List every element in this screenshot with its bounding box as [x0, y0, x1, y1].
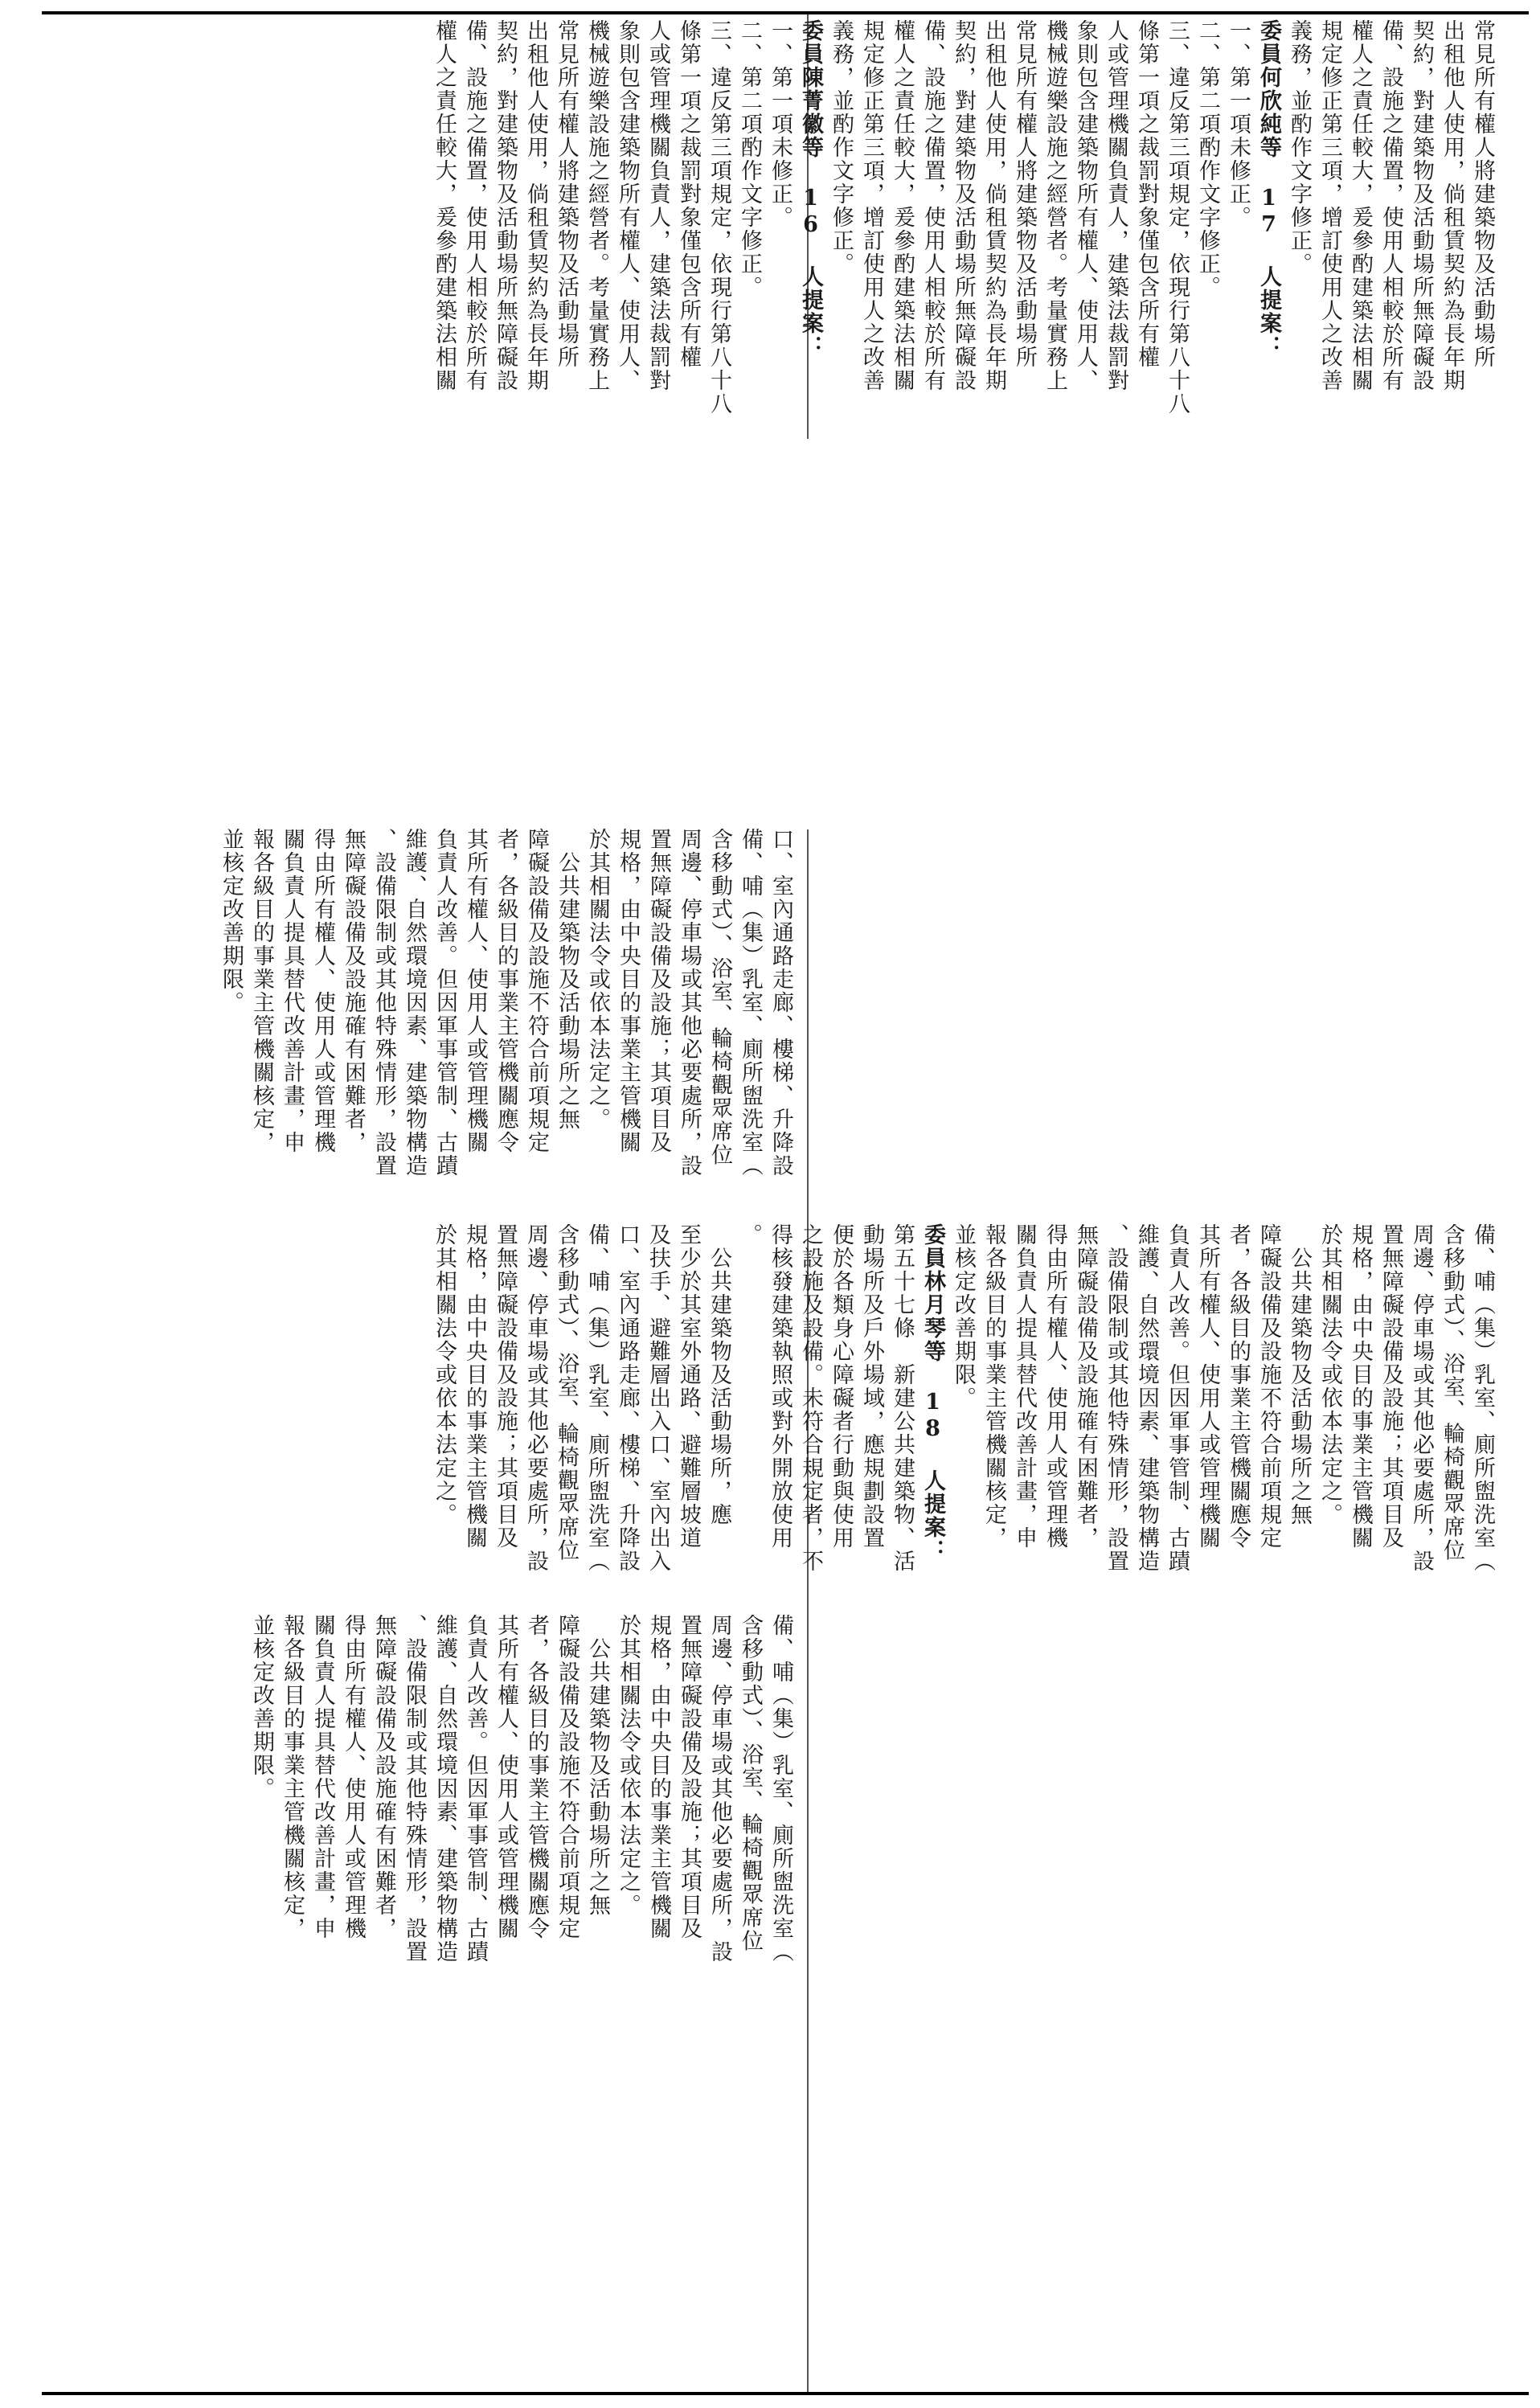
- line: 機械遊樂設施之經營者。考量實務上: [1042, 19, 1067, 392]
- line: 其所有權人、使用人或管理機關: [494, 1614, 518, 1940]
- line: 負責人改善。但因軍事管制、古蹟: [432, 828, 457, 1177]
- line: 二、第二項酌作文字修正。: [737, 19, 762, 299]
- proposal-heading: 委員陳菁徽等 16 人提案：: [798, 19, 823, 358]
- line: 含移動式）、浴室、輪椅觀眾席位: [707, 828, 732, 1167]
- line: 負責人改善。但因軍事管制、古蹟: [463, 1614, 488, 1964]
- line: 備、哺（集）乳室、廁所盥洗室（: [584, 1223, 609, 1573]
- line: 公共建築物及活動場所之無: [1287, 1223, 1312, 1526]
- line: 規格，由中央目的事業主管機關: [462, 1223, 487, 1550]
- line: 其所有權人、使用人或管理機關: [1195, 1223, 1220, 1550]
- line: 口、室內通路走廊、樓梯、升降設: [768, 828, 793, 1177]
- line: 規格，由中央目的事業主管機關: [646, 1614, 671, 1940]
- line: 置無障礙設備及設施；其項目及: [493, 1223, 518, 1550]
- proposal-heading: 委員何欣純等 17 人提案：: [1256, 19, 1281, 358]
- line: 規定修正第三項，增訂使用人之改善: [1317, 19, 1342, 392]
- line: 一、第一項未修正。: [768, 19, 793, 229]
- line: 置無障礙設備及設施；其項目及: [1378, 1223, 1403, 1550]
- line: 維護、自然環境因素、建築物構造: [1134, 1223, 1159, 1573]
- line: 至少於其室外通路、避難層坡道: [676, 1223, 701, 1550]
- line: 者，各級目的事業主管機關應令: [524, 1614, 549, 1940]
- line: 象則包含建築物所有權人、使用人、: [1073, 19, 1098, 392]
- line: 公共建築物及活動場所之無: [585, 1614, 610, 1917]
- line: 於其相關法令或依本法定之。: [1317, 1223, 1342, 1526]
- line: 其所有權人、使用人或管理機關: [463, 828, 488, 1154]
- line: 周邊、停車場或其他必要處所，設: [677, 828, 702, 1177]
- article-text-block-lower-right: [373, 1223, 1498, 1609]
- line: 並核定改善期限。: [951, 1223, 976, 1410]
- divider-bottom: [807, 1612, 809, 2392]
- line: 備、設施之備置，使用人相較於所有: [462, 19, 487, 392]
- line: 得由所有權人、使用人或管理機: [1042, 1223, 1067, 1550]
- line: 含移動式）、浴室、輪椅觀眾席位: [738, 1614, 763, 1953]
- line: 動場所及戶外場域，應規劃設置: [859, 1223, 884, 1550]
- line: 於其相關法令或依本法定之。: [585, 828, 610, 1131]
- line: 得由所有權人、使用人或管理機: [310, 828, 335, 1154]
- line: 出租他人使用，倘租賃契約為長年期: [523, 19, 548, 392]
- line: 三、違反第三項規定，依現行第八十八: [707, 19, 731, 416]
- line: 置無障礙設備及設施；其項目及: [646, 828, 671, 1154]
- line: 權人之責任較大，爰參酌建築法相關: [1348, 19, 1373, 392]
- line: 備、哺（集）乳室、廁所盥洗室（: [768, 1614, 793, 1964]
- line: 、設備限制或其他特殊情形，設置: [371, 828, 396, 1177]
- line: 條第一項之裁罰對象僅包含所有權: [676, 19, 701, 369]
- line: 備、哺（集）乳室、廁所盥洗室（: [1470, 1223, 1495, 1573]
- line: 得由所有權人、使用人或管理機: [341, 1614, 366, 1940]
- line: 權人之責任較大，爰參酌建築法相關: [890, 19, 915, 392]
- line: 公共建築物及活動場所，應: [707, 1223, 731, 1526]
- line: 公共建築物及活動場所之無: [555, 828, 580, 1131]
- line: 出租他人使用，倘租賃契約為長年期: [1440, 19, 1464, 392]
- line: 備、設施之備置，使用人相較於所有: [1378, 19, 1403, 392]
- line: 備、設施之備置，使用人相較於所有: [920, 19, 945, 392]
- line: 無障礙設備及設施確有困難者，: [371, 1614, 396, 1940]
- line: 含移動式）、浴室、輪椅觀眾席位: [1440, 1223, 1464, 1562]
- line: 、設備限制或其他特殊情形，設置: [402, 1614, 427, 1964]
- line: 報各級目的事業主管機關核定，: [981, 1223, 1006, 1550]
- line: 常見所有權人將建築物及活動場所: [1012, 19, 1037, 369]
- line: 報各級目的事業主管機關核定，: [249, 828, 274, 1154]
- line: 常見所有權人將建築物及活動場所: [1470, 19, 1495, 369]
- line: 周邊、停車場或其他必要處所，設: [707, 1614, 732, 1964]
- line: 契約，對建築物及活動場所無障礙設: [493, 19, 518, 392]
- line: 象則包含建築物所有權人、使用人、: [615, 19, 640, 392]
- line: 義務，並酌作文字修正。: [829, 19, 854, 276]
- line: 、設備限制或其他特殊情形，設置: [1104, 1223, 1128, 1573]
- line: 負責人改善。但因軍事管制、古蹟: [1165, 1223, 1190, 1573]
- line: 維護、自然環境因素、建築物構造: [432, 1614, 457, 1964]
- reason-text-block-top: [373, 19, 1498, 434]
- line: 障礙設備及設施不符合前項規定: [555, 1614, 580, 1940]
- divider-mid-b2: [807, 829, 809, 1225]
- line: 周邊、停車場或其他必要處所，設: [523, 1223, 548, 1573]
- line: 者，各級目的事業主管機關應令: [494, 828, 518, 1154]
- line: 出租他人使用，倘租賃契約為長年期: [981, 19, 1006, 392]
- line: 障礙設備及設施不符合前項規定: [524, 828, 549, 1154]
- line: 關負責人提具替代改善計畫，申: [310, 1614, 335, 1940]
- line: 權人之責任較大，爰參酌建築法相關: [432, 19, 457, 392]
- line: 者，各級目的事業主管機關應令: [1226, 1223, 1251, 1550]
- line: 機械遊樂設施之經營者。考量實務上: [584, 19, 609, 392]
- line: 第五十七條 新建公共建築物、活: [890, 1223, 915, 1573]
- line: 無障礙設備及設施確有困難者，: [341, 828, 366, 1154]
- article-text-block-middle: [186, 828, 797, 1222]
- bottom-rule: [42, 2392, 1529, 2395]
- line: 人或管理機關負責人，建築法裁罰對: [645, 19, 670, 392]
- line: 人或管理機關負責人，建築法裁罰對: [1104, 19, 1128, 392]
- line: 於其相關法令或依本法定之。: [616, 1614, 641, 1917]
- line: 常見所有權人將建築物及活動場所: [554, 19, 579, 369]
- line: 周邊、停車場或其他必要處所，設: [1409, 1223, 1434, 1573]
- line: 並核定改善期限。: [219, 828, 244, 1014]
- line: 便於各類身心障礙者行動與使用: [829, 1223, 854, 1550]
- line: 於其相關法令或依本法定之。: [432, 1223, 457, 1526]
- line: 規定修正第三項，增訂使用人之改善: [859, 19, 884, 392]
- line: 關負責人提具替代改善計畫，申: [1012, 1223, 1037, 1550]
- line: 口、室內通路走廊、樓梯、升降設: [615, 1223, 640, 1573]
- line: 契約，對建築物及活動場所無障礙設: [1409, 19, 1434, 392]
- line: 並核定改善期限。: [249, 1614, 274, 1800]
- line: 含移動式）、浴室、輪椅觀眾席位: [554, 1223, 579, 1562]
- line: 二、第二項酌作文字修正。: [1195, 19, 1220, 299]
- line: 。: [737, 1223, 762, 1247]
- line: 義務，並酌作文字修正。: [1287, 19, 1312, 276]
- line: 一、第一項未修正。: [1226, 19, 1251, 229]
- line: 之設施及設備。未符合規定者，不: [798, 1223, 823, 1573]
- top-rule: [42, 11, 1529, 14]
- line: 及扶手、避難層出入口、室內出入: [645, 1223, 670, 1573]
- article-text-block-lower-left: [186, 1614, 797, 2385]
- line: 報各級目的事業主管機關核定，: [280, 1614, 305, 1940]
- line: 障礙設備及設施不符合前項規定: [1256, 1223, 1281, 1550]
- line: 契約，對建築物及活動場所無障礙設: [951, 19, 976, 392]
- line: 條第一項之裁罰對象僅包含所有權: [1134, 19, 1159, 369]
- line: 關負責人提具替代改善計畫，申: [280, 828, 305, 1154]
- line: 規格，由中央目的事業主管機關: [616, 828, 641, 1154]
- line: 備、哺（集）乳室、廁所盥洗室（: [738, 828, 763, 1177]
- proposal-heading: 委員林月琴等 18 人提案：: [920, 1223, 945, 1562]
- line: 規格，由中央目的事業主管機關: [1348, 1223, 1373, 1550]
- line: 維護、自然環境因素、建築物構造: [402, 828, 427, 1177]
- line: 得核發建築執照或對外開放使用: [768, 1223, 793, 1550]
- line: 無障礙設備及設施確有困難者，: [1073, 1223, 1098, 1550]
- line: 置無障礙設備及設施；其項目及: [677, 1614, 702, 1940]
- line: 三、違反第三項規定，依現行第八十八: [1165, 19, 1190, 416]
